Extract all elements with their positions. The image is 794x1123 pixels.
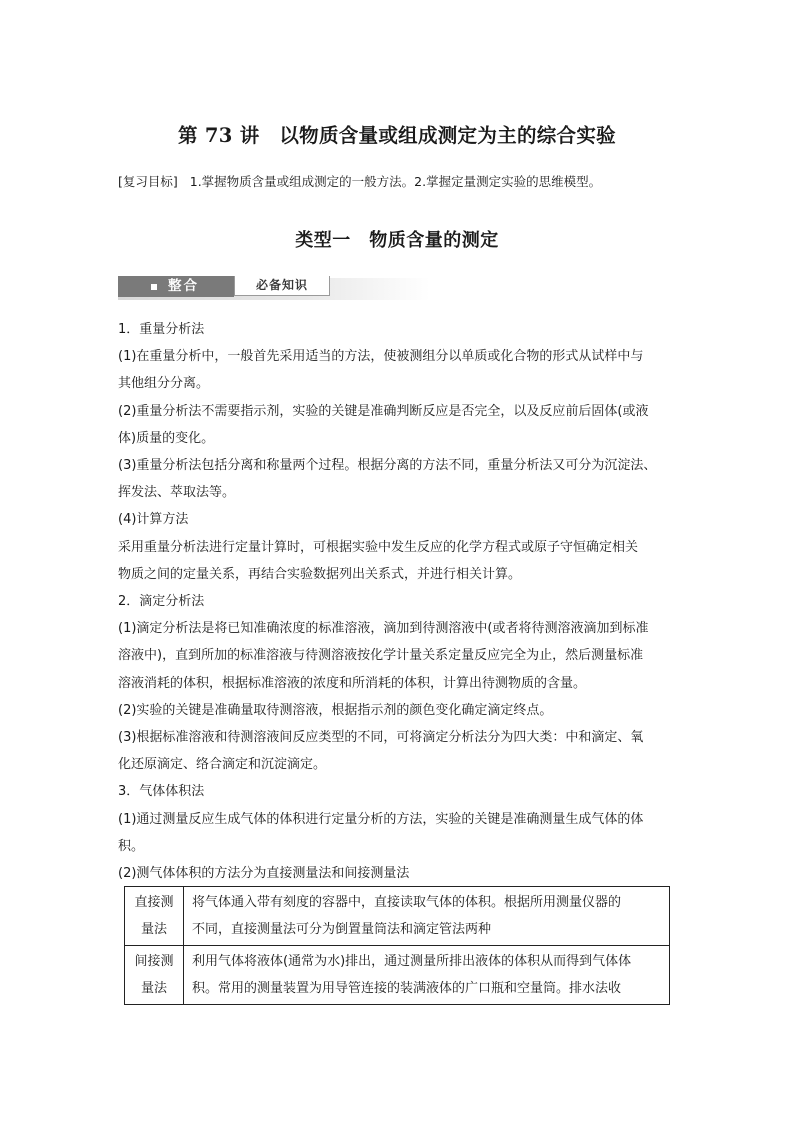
body-text [118, 316, 680, 887]
table-row [125, 946, 670, 1005]
text-line: (4)计算方法 [118, 512, 189, 528]
text-line: 1．重量分析法 [118, 322, 205, 337]
text-line: (3)根据标准溶液和待测溶液间反应类型的不同，可将滴定分析法分为四大类：中和滴定、氧 [118, 730, 644, 746]
table-row-key [125, 887, 184, 946]
table-text-line: 积。常用的测量装置为用导管连接的装满液体的广口瓶和空量筒。排水法收 [192, 981, 622, 996]
banner-sub-label: 必备知识 [234, 276, 330, 296]
text-line: 积。 [118, 838, 145, 854]
review-goals [118, 172, 698, 190]
table-key-line: 间接测 [134, 954, 174, 969]
table-row [125, 887, 670, 946]
table-key-line: 量法 [140, 922, 167, 937]
review-goals-tag: [复习目标] [118, 174, 178, 189]
table-text-line: 将气体通入带有刻度的容器中，直接读取气体的体积。根据所用测量仪器的 [192, 895, 622, 910]
text-line: 挥发法、萃取法等。 [118, 485, 236, 501]
text-line: (3)重量分析法包括分离和称量两个过程。根据分离的方法不同，重量分析法又可分为沉淀法、 [118, 458, 657, 474]
table-row-key [125, 946, 184, 1005]
section-title: 类型一 物质含量的测定 [295, 230, 499, 251]
table-row-text [184, 887, 670, 946]
text-line: 2．滴定分析法 [118, 594, 205, 610]
text-line: (1)通过测量反应生成气体的体积进行定量分析的方法，实验的关键是准确测量生成气体的体 [118, 811, 644, 827]
review-goals-text: 1.掌握物质含量或组成测定的一般方法。2.掌握定量测定实验的思维模型。 [189, 174, 602, 189]
table-text-line: 不同，直接测量法可分为倒置量筒法和滴定管法两种 [192, 922, 492, 937]
text-line: (2)测气体体积的方法分为直接测量法和间接测量法 [118, 866, 410, 882]
text-line: 溶液消耗的体积，根据标准溶液的浓度和所消耗的体积，计算出待测物质的含量。 [118, 675, 587, 691]
lecture-title: 第 73 讲 以物质含量或组成测定为主的综合实验 [178, 124, 616, 147]
text-line: 物质之间的定量关系，再结合实验数据列出关系式，并进行相关计算。 [118, 566, 522, 582]
text-line: (2)重量分析法不需要指示剂，实验的关键是准确判断反应是否完全，以及反应前后固体(或液 [118, 403, 649, 419]
text-line: 化还原滴定、络合滴定和沉淀滴定。 [118, 757, 327, 773]
square-bullet-icon [151, 284, 157, 290]
banner-main-label: 整合 [168, 278, 199, 294]
text-line: (1)在重量分析中，一般首先采用适当的方法，使被测组分以单质或化合物的形式从试样中与 [118, 349, 644, 365]
text-line: (1)滴定分析法是将已知准确浓度的标准溶液，滴加到待测溶液中(或者将待测溶液滴加到标准 [118, 621, 649, 637]
text-line: (2)实验的关键是准确量取待测溶液，根据指示剂的颜色变化确定滴定终点。 [118, 702, 553, 718]
text-line: 体)质量的变化。 [118, 430, 215, 446]
banner-main [118, 276, 234, 297]
text-line: 3．气体体积法 [118, 784, 205, 800]
section-banner [118, 276, 430, 301]
table-text-line: 利用气体将液体(通常为水)排出，通过测量所排出液体的体积从而得到气体体 [192, 954, 632, 969]
table-key-line: 直接测 [134, 895, 174, 910]
gas-measurement-table [124, 886, 670, 1005]
text-line: 其他组分分离。 [118, 376, 210, 392]
text-line: 采用重量分析法进行定量计算时，可根据实验中发生反应的化学方程式或原子守恒确定相关 [118, 539, 639, 555]
table-row-text [184, 946, 670, 1005]
text-line: 溶液中)，直到所加的标准溶液与待测溶液按化学计量关系定量反应完全为止，然后测量标准 [118, 648, 644, 664]
table-key-line: 量法 [140, 981, 167, 996]
